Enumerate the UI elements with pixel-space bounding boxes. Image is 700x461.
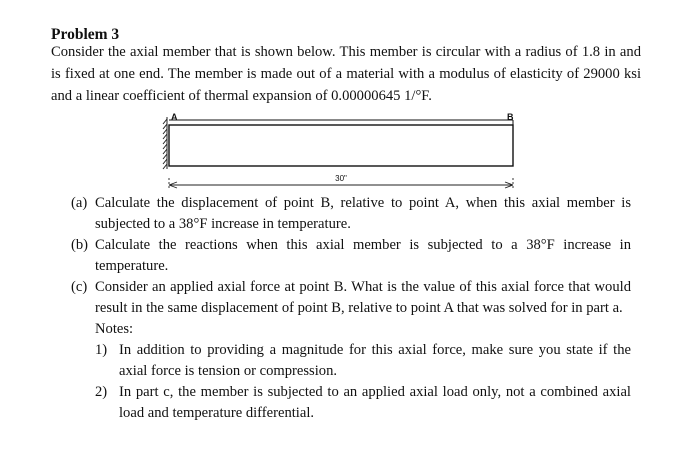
problem-parts	[71, 193, 631, 424]
note-2-label: 2)	[95, 384, 108, 400]
axial-member-diagram	[155, 108, 525, 194]
label-a: A	[171, 112, 178, 122]
label-b: B	[507, 112, 514, 122]
note-2-text: In part c, the member is subjected to an applied axial load only, not a combined axial load and temperature differential.	[119, 384, 631, 421]
problem-title: Problem 3	[51, 26, 120, 43]
note-1-text: In addition to providing a magnitude for this axial force, make sure you state if the axial force is tension or compression.	[119, 342, 631, 379]
part-b-text: Calculate the reactions when this axial member is subjected to a 38°F increase in temperature.	[95, 237, 631, 274]
part-c-text: Consider an applied axial force at point B. What is the value of this axial force that would result in the same displacement of point B, relative to point A that was solved for in part a.	[95, 279, 631, 316]
note-2	[95, 382, 631, 424]
part-a-text: Calculate the displacement of point B, relative to point A, when this axial member is subjected to a 38°F increase in temperature.	[95, 195, 631, 232]
problem-intro: Consider the axial member that is shown below. This member is circular with a radius of 1.8 in and is fixed at one end. The member is made out of a material with a modulus of elasticity of 29000 ksi and a linear coefficient of thermal expansion of 0.00000645 1/°F.	[51, 44, 641, 104]
part-a-label: (a)	[71, 195, 88, 211]
axial-member-bar	[169, 125, 513, 166]
notes-title: Notes:	[95, 321, 134, 337]
part-a	[71, 193, 631, 235]
axial-member-svg	[155, 108, 525, 194]
part-c	[71, 277, 631, 424]
note-1	[95, 340, 631, 382]
part-b-label: (b)	[71, 237, 89, 253]
notes-list	[95, 340, 631, 424]
fixed-support-hatch	[163, 117, 167, 169]
part-b	[71, 235, 631, 277]
part-c-label: (c)	[71, 279, 88, 295]
note-1-label: 1)	[95, 342, 108, 358]
dimension-label: 30"	[335, 174, 347, 183]
